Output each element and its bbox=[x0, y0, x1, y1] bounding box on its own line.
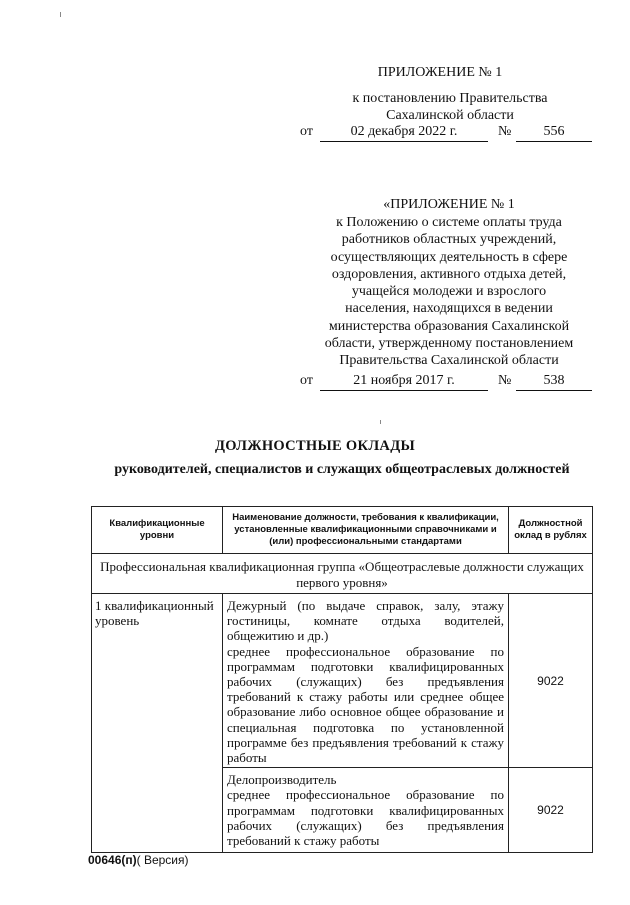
salary-table bbox=[91, 506, 593, 853]
appendix-2-body bbox=[306, 214, 592, 370]
salary-value: 9022 bbox=[509, 768, 593, 853]
regulation-date: 21 ноября 2017 г. bbox=[320, 373, 488, 391]
document-footer bbox=[88, 853, 189, 867]
appendix-2-line: учащейся молодежи и взрослого bbox=[351, 284, 547, 300]
position-requirements: среднее профессиональное образование по программам подготовки квалифицированных рабочих (служащих) без предъявления требований к стажу работы или среднее общее образование либо основное общее образование и специальная подготовка по установленной программе без предъявления требований к стажу работы bbox=[227, 643, 504, 766]
appendix-1-line-1: к постановлению Правительства bbox=[352, 91, 548, 106]
document-title: ДОЛЖНОСТНЫЕ ОКЛАДЫ bbox=[214, 438, 416, 454]
number-label: № bbox=[498, 373, 512, 388]
qualification-group-title: Профессиональная квалификационная группа «Общеотраслевые должности служащих первого уровня» bbox=[92, 554, 593, 594]
appendix-2-line: к Положению о системе оплаты труда bbox=[336, 215, 562, 230]
column-header-level: Квалификационные уровни bbox=[92, 507, 223, 554]
appendix-2-line: населения, находящихся в ведении bbox=[345, 301, 553, 317]
position-title: Делопроизводитель bbox=[227, 772, 337, 788]
salary-value: 9022 bbox=[509, 594, 593, 768]
qualification-level-label: 1 квалификационный уровень bbox=[92, 594, 223, 853]
appendix-2-line: работников областных учреждений, bbox=[341, 232, 557, 248]
decree-date: 02 декабря 2022 г. bbox=[320, 124, 488, 142]
group-row bbox=[92, 554, 593, 594]
column-header-salary: Должностной оклад в рублях bbox=[509, 507, 593, 554]
appendix-1-title: ПРИЛОЖЕНИЕ № 1 bbox=[377, 65, 503, 80]
table-header-row bbox=[92, 507, 593, 554]
appendix-2-date-number-row bbox=[300, 373, 592, 393]
position-title: Дежурный (по выдаче справок, залу, этажу гостиницы, комнате отдыха водителей, общежитию и др.) bbox=[227, 598, 504, 644]
scan-speck bbox=[380, 420, 381, 424]
scan-speck bbox=[60, 12, 61, 17]
decree-number: 556 bbox=[516, 124, 592, 142]
from-label: от bbox=[300, 373, 313, 388]
from-label: от bbox=[300, 124, 313, 139]
table-row bbox=[92, 594, 593, 768]
appendix-1-date-number-row bbox=[300, 124, 592, 144]
number-label: № bbox=[498, 124, 512, 139]
appendix-2-line: области, утвержденному постановлением bbox=[324, 336, 574, 352]
position-requirements: среднее профессиональное образование по программам подготовки квалифицированных рабочих (служащих) без предъявления требований к стажу работы bbox=[227, 787, 504, 849]
appendix-2-title: «ПРИЛОЖЕНИЕ № 1 bbox=[383, 197, 515, 212]
column-header-position: Наименование должности, требования к квалификации, установленные квалификационными справочниками и (или) профессиональными стандартами bbox=[223, 507, 509, 554]
regulation-number: 538 bbox=[516, 373, 592, 391]
document-subtitle: руководителей, специалистов и служащих общеотраслевых должностей bbox=[114, 462, 570, 477]
appendix-2-line: осуществляющих деятельность в сфере bbox=[330, 249, 568, 265]
appendix-2-line: оздоровления, активного отдыха детей, bbox=[331, 266, 567, 282]
document-version: ( Версия) bbox=[136, 853, 189, 867]
position-cell bbox=[223, 768, 509, 853]
position-cell bbox=[223, 594, 509, 768]
appendix-2-line: министерства образования Сахалинской bbox=[328, 318, 570, 334]
document-code: 00646(п) bbox=[88, 853, 137, 867]
appendix-2-line: Правительства Сахалинской области bbox=[339, 353, 559, 369]
appendix-1-line-2: Сахалинской области bbox=[386, 108, 514, 123]
